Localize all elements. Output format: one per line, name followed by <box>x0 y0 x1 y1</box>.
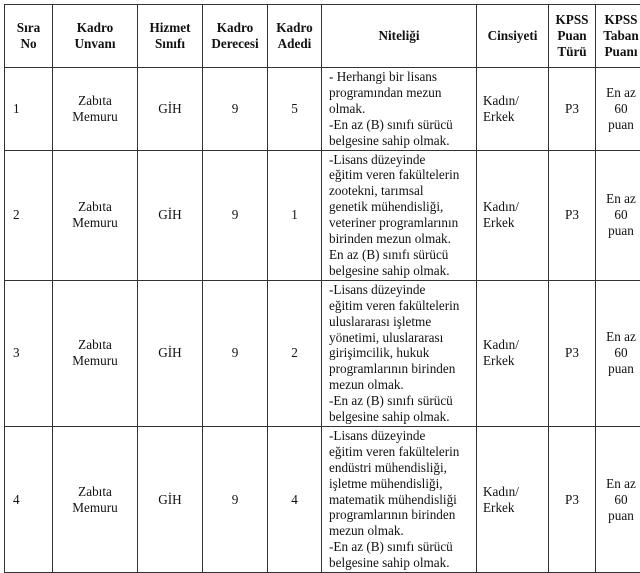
cell-kadro-unvani <box>53 68 138 151</box>
header-kadro-derecesi: Kadro Derecesi <box>203 5 268 68</box>
cell-cinsiyeti <box>477 68 549 151</box>
cell-kpss-taban-puani <box>596 280 640 426</box>
cell-hizmet-sinifi: GİH <box>138 150 203 280</box>
header-kadro-unvani: Kadro Unvanı <box>53 5 138 68</box>
cell-kpss-taban-puani-line: 60 <box>598 345 640 361</box>
cell-niteligi-line: -Lisans düzeyinde <box>329 282 473 298</box>
cell-cinsiyeti-line: Kadın/ <box>483 199 546 215</box>
cell-hizmet-sinifi: GİH <box>138 426 203 572</box>
cell-niteligi-line: -En az (B) sınıfı sürücü <box>329 117 473 133</box>
cell-kadro-adedi: 2 <box>268 280 322 426</box>
cell-niteligi-line: belgesine sahip olmak. <box>329 263 473 279</box>
cell-niteligi-line: - Herhangi bir lisans <box>329 69 473 85</box>
cell-niteligi-line: yönetimi, uluslararası <box>329 330 473 346</box>
cell-niteligi-line: zootekni, tarımsal <box>329 183 473 199</box>
cell-kpss-taban-puani-line: puan <box>598 223 640 239</box>
cell-niteligi-line: En az (B) sınıfı sürücü <box>329 247 473 263</box>
header-kpss-puan-turu: KPSS Puan Türü <box>549 5 596 68</box>
cell-kpss-taban-puani-line: 60 <box>598 207 640 223</box>
cell-kpss-puan-turu: P3 <box>549 426 596 572</box>
cell-kadro-adedi: 5 <box>268 68 322 151</box>
cell-cinsiyeti-line: Erkek <box>483 109 546 125</box>
cell-kadro-unvani-line: Memuru <box>55 500 135 516</box>
cell-hizmet-sinifi: GİH <box>138 68 203 151</box>
cell-cinsiyeti-line: Kadın/ <box>483 337 546 353</box>
cell-niteligi-line: -En az (B) sınıfı sürücü <box>329 539 473 555</box>
cell-kpss-taban-puani-line: En az <box>598 191 640 207</box>
cell-kpss-taban-puani-line: puan <box>598 508 640 524</box>
table-row <box>5 426 640 572</box>
cell-sira-no: 4 <box>5 426 53 572</box>
cell-niteligi-line: -En az (B) sınıfı sürücü <box>329 393 473 409</box>
cell-sira-no: 2 <box>5 150 53 280</box>
cell-niteligi-line: uluslararası işletme <box>329 314 473 330</box>
cell-niteligi-line: belgesine sahip olmak. <box>329 409 473 425</box>
cell-niteligi <box>322 280 477 426</box>
header-kpss-taban-puani: KPSS Taban Puanı <box>596 5 640 68</box>
header-row <box>5 5 640 68</box>
cell-kadro-derecesi: 9 <box>203 68 268 151</box>
cell-kadro-unvani <box>53 426 138 572</box>
cell-kpss-taban-puani-line: puan <box>598 117 640 133</box>
cell-cinsiyeti <box>477 150 549 280</box>
header-sira-no: Sıra No <box>5 5 53 68</box>
cell-kadro-unvani <box>53 150 138 280</box>
cell-niteligi-line: -Lisans düzeyinde <box>329 152 473 168</box>
cell-niteligi-line: eğitim veren fakültelerin <box>329 298 473 314</box>
cell-cinsiyeti <box>477 426 549 572</box>
cell-niteligi-line: belgesine sahip olmak. <box>329 555 473 571</box>
cell-niteligi-line: programından mezun <box>329 85 473 101</box>
cell-kadro-unvani-line: Memuru <box>55 353 135 369</box>
header-hizmet-sinifi: Hizmet Sınıfı <box>138 5 203 68</box>
cell-cinsiyeti-line: Erkek <box>483 353 546 369</box>
header-cinsiyeti: Cinsiyeti <box>477 5 549 68</box>
cell-kpss-taban-puani <box>596 426 640 572</box>
cell-kpss-puan-turu: P3 <box>549 280 596 426</box>
cell-cinsiyeti <box>477 280 549 426</box>
cell-kadro-unvani <box>53 280 138 426</box>
cell-niteligi-line: eğitim veren fakültelerin <box>329 167 473 183</box>
cell-kpss-taban-puani-line: 60 <box>598 492 640 508</box>
cell-niteligi <box>322 150 477 280</box>
cell-hizmet-sinifi: GİH <box>138 280 203 426</box>
table-row <box>5 280 640 426</box>
cell-kadro-unvani-line: Zabıta <box>55 93 135 109</box>
kadro-table <box>4 4 640 573</box>
cell-kpss-taban-puani-line: 60 <box>598 101 640 117</box>
cell-niteligi <box>322 68 477 151</box>
cell-kpss-taban-puani-line: puan <box>598 361 640 377</box>
cell-kadro-derecesi: 9 <box>203 280 268 426</box>
cell-kpss-taban-puani-line: En az <box>598 329 640 345</box>
cell-kpss-puan-turu: P3 <box>549 150 596 280</box>
cell-kadro-unvani-line: Memuru <box>55 109 135 125</box>
cell-kpss-taban-puani <box>596 150 640 280</box>
cell-kadro-unvani-line: Zabıta <box>55 484 135 500</box>
cell-niteligi-line: genetik mühendisliği, <box>329 199 473 215</box>
cell-niteligi-line: veteriner programlarının <box>329 215 473 231</box>
cell-kpss-taban-puani-line: En az <box>598 476 640 492</box>
cell-niteligi-line: programlarının birinden <box>329 507 473 523</box>
cell-niteligi-line: mezun olmak. <box>329 377 473 393</box>
cell-kpss-taban-puani <box>596 68 640 151</box>
cell-niteligi-line: matematik mühendisliği <box>329 492 473 508</box>
cell-kadro-unvani-line: Zabıta <box>55 337 135 353</box>
cell-niteligi-line: eğitim veren fakültelerin <box>329 444 473 460</box>
cell-kadro-derecesi: 9 <box>203 150 268 280</box>
cell-niteligi-line: birinden mezun olmak. <box>329 231 473 247</box>
cell-kadro-unvani-line: Memuru <box>55 215 135 231</box>
cell-kadro-derecesi: 9 <box>203 426 268 572</box>
cell-cinsiyeti-line: Kadın/ <box>483 484 546 500</box>
cell-niteligi-line: programlarının birinden <box>329 361 473 377</box>
cell-niteligi-line: endüstri mühendisliği, <box>329 460 473 476</box>
cell-kadro-unvani-line: Zabıta <box>55 199 135 215</box>
cell-kadro-adedi: 1 <box>268 150 322 280</box>
cell-niteligi-line: olmak. <box>329 101 473 117</box>
cell-kpss-taban-puani-line: En az <box>598 85 640 101</box>
header-kadro-adedi: Kadro Adedi <box>268 5 322 68</box>
cell-cinsiyeti-line: Erkek <box>483 500 546 516</box>
cell-sira-no: 1 <box>5 68 53 151</box>
cell-niteligi-line: belgesine sahip olmak. <box>329 133 473 149</box>
table-row <box>5 150 640 280</box>
cell-cinsiyeti-line: Erkek <box>483 215 546 231</box>
cell-cinsiyeti-line: Kadın/ <box>483 93 546 109</box>
cell-niteligi-line: -Lisans düzeyinde <box>329 428 473 444</box>
cell-niteligi-line: girişimcilik, hukuk <box>329 345 473 361</box>
cell-kpss-puan-turu: P3 <box>549 68 596 151</box>
header-niteligi: Niteliği <box>322 5 477 68</box>
cell-sira-no: 3 <box>5 280 53 426</box>
cell-kadro-adedi: 4 <box>268 426 322 572</box>
table-row <box>5 68 640 151</box>
cell-niteligi-line: işletme mühendisliği, <box>329 476 473 492</box>
cell-niteligi-line: mezun olmak. <box>329 523 473 539</box>
cell-niteligi <box>322 426 477 572</box>
